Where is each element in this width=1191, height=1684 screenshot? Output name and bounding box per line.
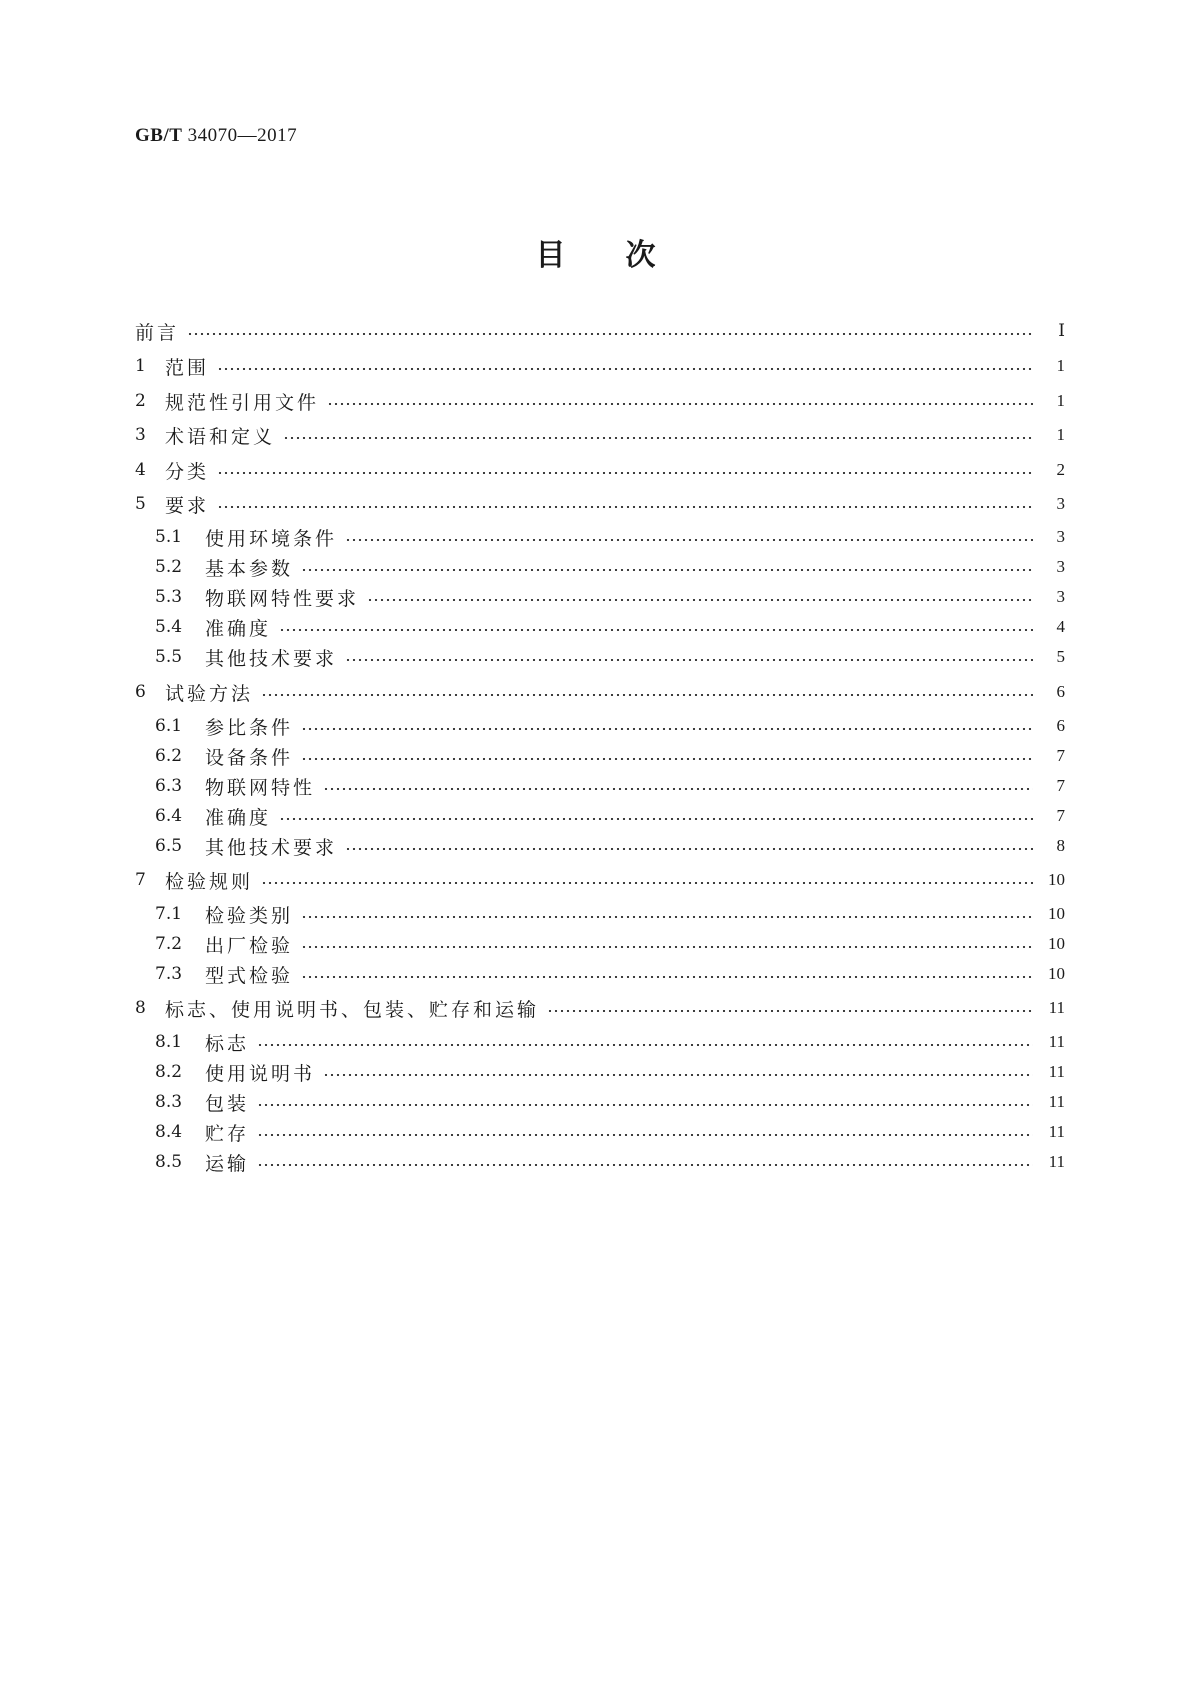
toc-leader-dots <box>257 1044 1033 1046</box>
toc-entry[interactable] <box>135 1118 1065 1146</box>
toc-leader-dots <box>279 818 1033 820</box>
toc-leader-dots <box>279 629 1033 631</box>
toc-entry-label: 要求 <box>165 494 210 517</box>
toc-leader-dots <box>547 1010 1033 1012</box>
toc-entry-label: 范围 <box>165 356 210 379</box>
toc-leader-dots <box>345 539 1033 541</box>
toc-entry[interactable] <box>135 832 1065 860</box>
toc-leader-dots <box>301 758 1033 760</box>
toc-entry-label: 术语和定义 <box>165 425 276 448</box>
toc-entry-number: 2 <box>135 391 146 411</box>
toc-entry-label: 型式检验 <box>205 964 294 987</box>
toc-entry-number: 1 <box>135 356 146 376</box>
toc-entry-page: 3 <box>1056 527 1065 546</box>
toc-entry-page: 10 <box>1048 934 1065 953</box>
toc-entry-label: 运输 <box>205 1152 250 1175</box>
toc-leader-dots <box>187 333 1033 335</box>
toc-entry-page: 1 <box>1056 356 1065 375</box>
toc-leader-dots <box>283 437 1033 439</box>
toc-entry-page: 11 <box>1048 1152 1065 1171</box>
toc-entry-page: 10 <box>1048 870 1065 889</box>
toc-entry-number: 5.2 <box>155 557 183 577</box>
toc-leader-dots <box>257 1104 1033 1106</box>
toc-entry-number: 5 <box>135 494 146 514</box>
toc-entry-label: 其他技术要求 <box>205 836 338 859</box>
toc-entry-page: 1 <box>1056 425 1065 444</box>
toc-entry-label: 包装 <box>205 1092 250 1115</box>
toc-entry-number: 5.4 <box>155 617 183 637</box>
toc-entry[interactable] <box>135 523 1065 551</box>
toc-entry[interactable] <box>135 583 1065 611</box>
toc-entry-page: 6 <box>1056 682 1065 701</box>
toc-entry-page: 11 <box>1048 1062 1065 1081</box>
toc-entry-page: 7 <box>1056 746 1065 765</box>
toc-entry-page: 3 <box>1056 587 1065 606</box>
toc-entry-page: 4 <box>1056 617 1065 636</box>
document-code-number: 34070—2017 <box>187 125 298 146</box>
toc-entry-number: 5.5 <box>155 647 183 667</box>
toc-entry-label: 物联网特性 <box>205 776 316 799</box>
toc-entry-page: 1 <box>1056 391 1065 410</box>
toc-entry[interactable] <box>135 613 1065 641</box>
toc-leader-dots <box>257 1164 1033 1166</box>
toc-entry-page: 11 <box>1048 1032 1065 1051</box>
toc-leader-dots <box>301 569 1033 571</box>
toc-entry-number: 6 <box>135 682 146 702</box>
toc-entry[interactable] <box>135 930 1065 958</box>
document-code-prefix: GB/T <box>135 125 183 146</box>
toc-entry-label: 基本参数 <box>205 557 294 580</box>
page-title-char-1: 目 <box>535 238 566 273</box>
toc-leader-dots <box>327 403 1033 405</box>
toc-entry-number: 7 <box>135 870 146 890</box>
toc-entry-page: 2 <box>1056 460 1065 479</box>
toc-leader-dots <box>261 694 1033 696</box>
toc-entry-page: Ⅰ <box>1058 321 1065 340</box>
toc-entry-label: 设备条件 <box>205 746 294 769</box>
toc-entry-label: 物联网特性要求 <box>205 587 360 610</box>
toc-entry[interactable] <box>135 421 1065 449</box>
toc-entry[interactable] <box>135 1058 1065 1086</box>
toc-entry[interactable] <box>135 994 1065 1022</box>
toc-entry-label: 前言 <box>135 321 180 344</box>
toc-entry-label: 参比条件 <box>205 716 294 739</box>
page-title <box>0 230 1191 274</box>
toc-entry[interactable] <box>135 712 1065 740</box>
toc-entry-page: 5 <box>1056 647 1065 666</box>
toc-entry[interactable] <box>135 900 1065 928</box>
toc-leader-dots <box>323 1074 1033 1076</box>
toc-entry-page: 11 <box>1048 998 1065 1017</box>
toc-entry-label: 准确度 <box>205 617 272 640</box>
toc-entry-number: 5.1 <box>155 527 183 547</box>
toc-entry-page: 6 <box>1056 716 1065 735</box>
toc-entry[interactable] <box>135 553 1065 581</box>
toc-entry[interactable] <box>135 802 1065 830</box>
toc-entry-label: 检验类别 <box>205 904 294 927</box>
toc-entry-number: 6.4 <box>155 806 183 826</box>
toc-leader-dots <box>217 368 1033 370</box>
toc-entry-number: 6.5 <box>155 836 183 856</box>
toc-entry[interactable] <box>135 352 1065 380</box>
toc-entry-page: 3 <box>1056 557 1065 576</box>
toc-entry-number: 6.2 <box>155 746 183 766</box>
toc-entry-number: 8.3 <box>155 1092 183 1112</box>
toc-entry[interactable] <box>135 678 1065 706</box>
toc-entry[interactable] <box>135 456 1065 484</box>
toc-entry-label: 准确度 <box>205 806 272 829</box>
toc-leader-dots <box>367 599 1033 601</box>
toc-entry-label: 其他技术要求 <box>205 647 338 670</box>
toc-entry[interactable] <box>135 866 1065 894</box>
toc-entry-page: 3 <box>1056 494 1065 513</box>
toc-leader-dots <box>323 788 1033 790</box>
toc-entry-label: 分类 <box>165 460 210 483</box>
toc-leader-dots <box>217 472 1033 474</box>
toc-entry-label: 标志 <box>205 1032 250 1055</box>
toc-entry-label: 使用说明书 <box>205 1062 316 1085</box>
toc-entry-number: 4 <box>135 460 146 480</box>
toc-leader-dots <box>301 976 1033 978</box>
toc-entry-label: 试验方法 <box>165 682 254 705</box>
page-title-char-2: 次 <box>625 238 656 273</box>
toc-leader-dots <box>301 916 1033 918</box>
toc-entry-page: 7 <box>1056 776 1065 795</box>
toc-entry-page: 8 <box>1056 836 1065 855</box>
toc-entry-label: 贮存 <box>205 1122 250 1145</box>
toc-leader-dots <box>301 946 1033 948</box>
toc-entry-number: 3 <box>135 425 146 445</box>
toc-entry-label: 规范性引用文件 <box>165 391 320 414</box>
toc-entry-number: 8.1 <box>155 1032 183 1052</box>
toc-entry[interactable] <box>135 1028 1065 1056</box>
toc-entry[interactable] <box>135 1088 1065 1116</box>
toc-entry-number: 7.3 <box>155 964 183 984</box>
toc-entry-number: 8.4 <box>155 1122 183 1142</box>
toc-entry-page: 11 <box>1048 1122 1065 1141</box>
toc-entry[interactable] <box>135 643 1065 671</box>
toc-entry-page: 10 <box>1048 904 1065 923</box>
toc-entry-number: 8 <box>135 998 146 1018</box>
toc-entry[interactable] <box>135 1148 1065 1176</box>
toc-entry-label: 出厂检验 <box>205 934 294 957</box>
toc-entry-number: 6.3 <box>155 776 183 796</box>
toc-leader-dots <box>217 506 1033 508</box>
toc-entry-number: 7.2 <box>155 934 183 954</box>
toc-leader-dots <box>257 1134 1033 1136</box>
toc-entry-label: 检验规则 <box>165 870 254 893</box>
toc-entry-label: 标志、使用说明书、包装、贮存和运输 <box>165 998 540 1021</box>
toc-leader-dots <box>301 728 1033 730</box>
toc-entry-number: 7.1 <box>155 904 183 924</box>
document-code <box>135 125 297 147</box>
toc-entry[interactable] <box>135 490 1065 518</box>
toc-entry-number: 5.3 <box>155 587 183 607</box>
toc-entry[interactable] <box>135 387 1065 415</box>
toc-entry-number: 8.5 <box>155 1152 183 1172</box>
toc-entry-page: 10 <box>1048 964 1065 983</box>
toc-entry[interactable] <box>135 960 1065 988</box>
toc-entry-page: 7 <box>1056 806 1065 825</box>
toc-entry[interactable] <box>135 317 1065 345</box>
toc-entry-number: 6.1 <box>155 716 183 736</box>
toc-entry-page: 11 <box>1048 1092 1065 1111</box>
toc-leader-dots <box>345 659 1033 661</box>
toc-entry[interactable] <box>135 742 1065 770</box>
toc-entry[interactable] <box>135 772 1065 800</box>
toc-leader-dots <box>261 882 1033 884</box>
toc-entry-number: 8.2 <box>155 1062 183 1082</box>
toc-leader-dots <box>345 848 1033 850</box>
toc-entry-label: 使用环境条件 <box>205 527 338 550</box>
